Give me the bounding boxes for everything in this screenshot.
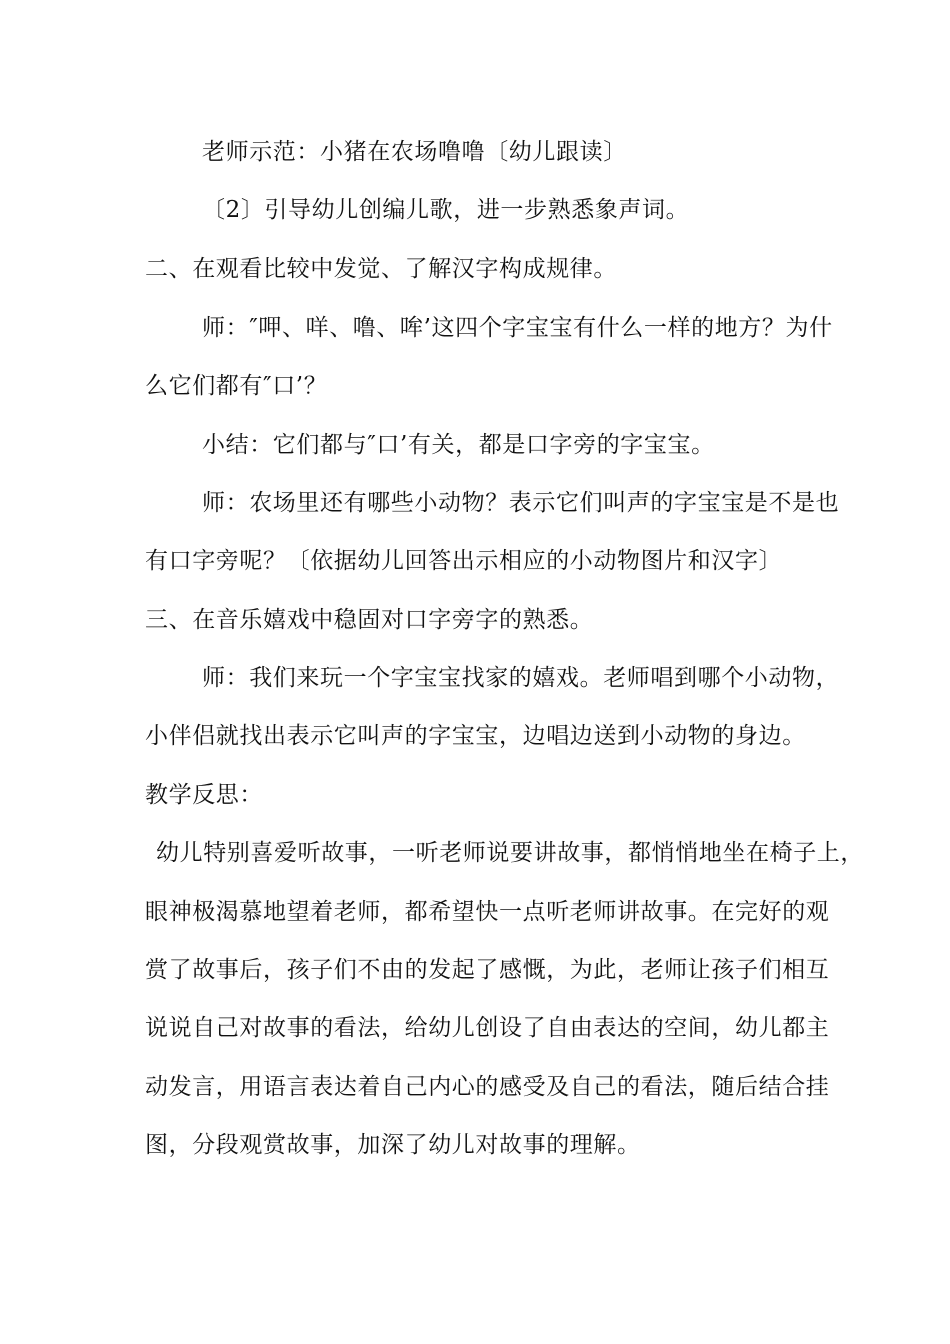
text-line: 老师示范：小猪在农场噜噜〔幼儿跟读〕 xyxy=(202,139,627,165)
text-line: 幼儿特别喜爱听故事，一听老师说要讲故事，都悄悄地坐在椅子上， xyxy=(156,840,864,866)
text-line: 么它们都有″口’？ xyxy=(145,373,328,399)
text-line: 师：″呷、咩、噜、哞’这四个字宝宝有什么一样的地方？为什 xyxy=(202,315,833,341)
text-line: 〔2〕引导幼儿创编儿歌，进一步熟悉象声词。 xyxy=(202,197,690,223)
text-line: 有口字旁呢？〔依据幼儿回答出示相应的小动物图片和汉字〕 xyxy=(145,548,783,574)
text-line: 师：农场里还有哪些小动物？表示它们叫声的字宝宝是不是也 xyxy=(202,490,840,516)
text-line: 小伴侣就找出表示它叫声的字宝宝，边唱边送到小动物的身边。 xyxy=(145,723,806,749)
text-line: 赏了故事后，孩子们不由的发起了感慨，为此，老师让孩子们相互 xyxy=(145,957,830,983)
section-heading: 教学反思： xyxy=(145,782,263,808)
text-line: 图，分段观赏故事，加深了幼儿对故事的理解。 xyxy=(145,1132,641,1158)
text-line: 动发言，用语言表达着自己内心的感受及自己的看法，随后结合挂 xyxy=(145,1074,830,1100)
section-heading: 二、在观看比较中发觉、了解汉字构成规律。 xyxy=(145,256,617,282)
text-line: 小结：它们都与″口’有关，都是口字旁的字宝宝。 xyxy=(202,432,715,458)
section-heading: 三、在音乐嬉戏中稳固对口字旁字的熟悉。 xyxy=(145,607,594,633)
text-line: 师：我们来玩一个字宝宝找家的嬉戏。老师唱到哪个小动物， xyxy=(202,665,840,691)
text-line: 眼神极渴慕地望着老师，都希望快一点听老师讲故事。在完好的观 xyxy=(145,899,830,925)
text-line: 说说自己对故事的看法，给幼儿创设了自由表达的空间，幼儿都主 xyxy=(145,1015,830,1041)
